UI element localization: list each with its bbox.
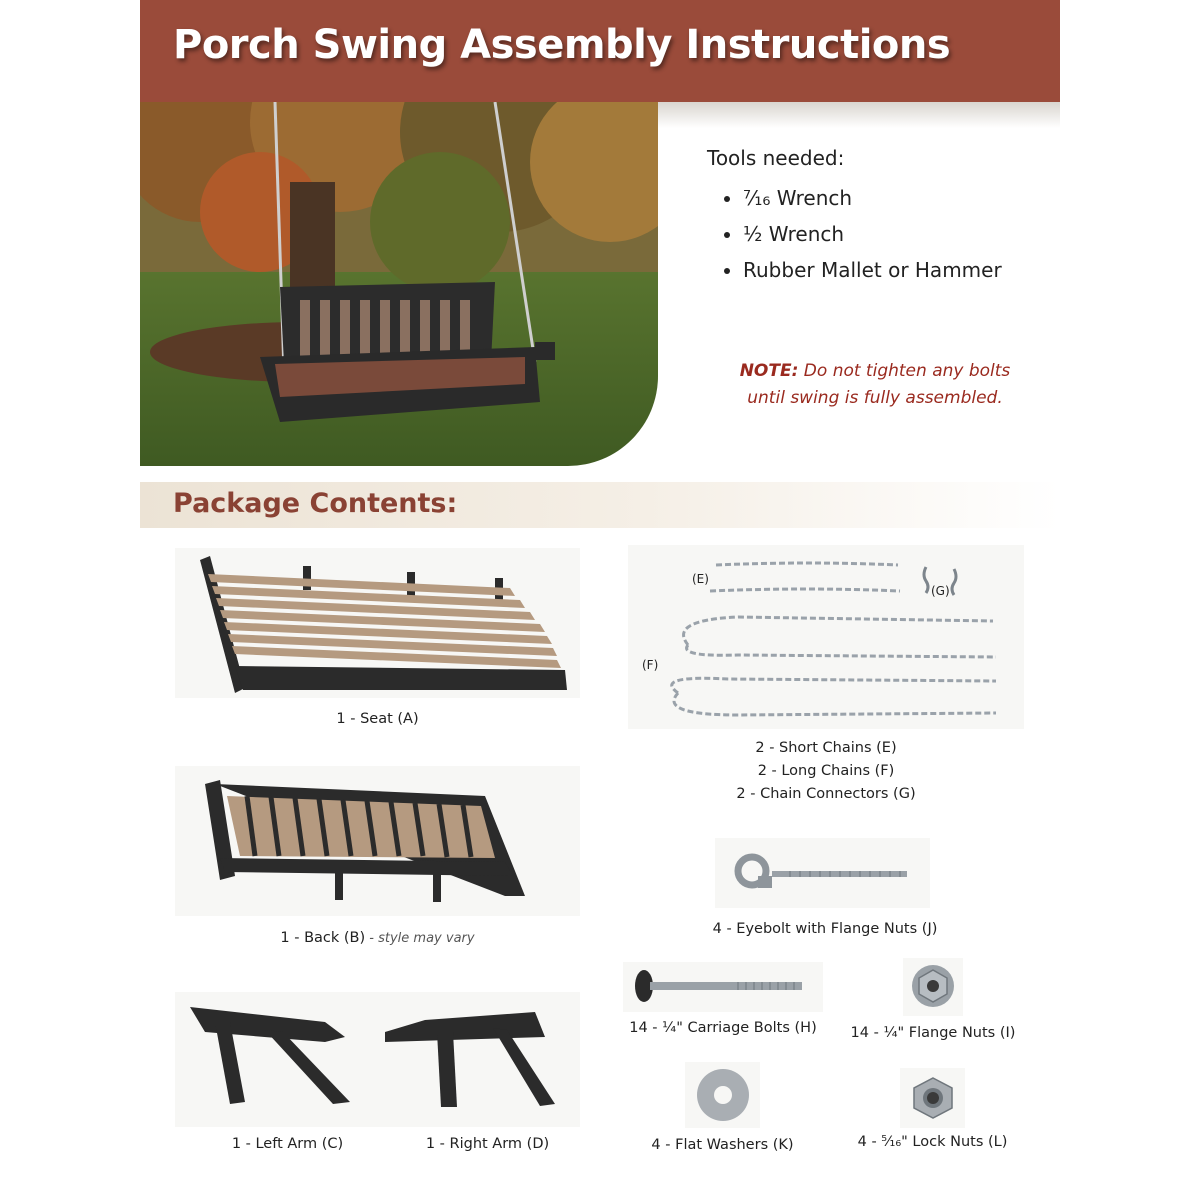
lock-nut-illustration	[840, 1068, 1025, 1128]
seat-caption: 1 - Seat (A)	[336, 711, 419, 727]
tools-needed-section	[707, 146, 1047, 288]
assembly-note	[725, 358, 1025, 412]
title-banner	[140, 0, 1060, 102]
tools-list	[707, 180, 1047, 288]
label-e: (E)	[692, 572, 709, 586]
flange-nut-illustration	[848, 958, 1018, 1016]
tool-item: • ⁷⁄₁₆ Wrench	[743, 180, 1047, 216]
note-line-1: Do not tighten any bolts	[798, 361, 1011, 381]
lock-nuts-caption: 4 - ⁵⁄₁₆" Lock Nuts (L)	[857, 1134, 1008, 1150]
package-contents-band	[140, 482, 1060, 528]
note-line-2: until swing is fully assembled.	[747, 388, 1003, 408]
back-item	[175, 766, 580, 956]
note-label: NOTE:	[739, 361, 799, 381]
flat-washers-caption: 4 - Flat Washers (K)	[651, 1137, 794, 1153]
arms-item	[175, 992, 580, 1162]
lock-nut-item	[840, 1068, 1025, 1158]
tools-heading: Tools needed:	[707, 146, 845, 170]
flat-washer-item	[630, 1062, 815, 1162]
seat-illustration	[175, 548, 580, 698]
right-arm-caption: 1 - Right Arm (D)	[425, 1136, 550, 1152]
flange-nuts-caption: 14 - ¼" Flange Nuts (I)	[850, 1025, 1016, 1041]
flange-nut-item	[848, 958, 1018, 1048]
back-illustration	[175, 766, 580, 916]
eyebolt-item	[680, 838, 970, 943]
carriage-bolt-item	[618, 962, 828, 1042]
back-label: 1 - Back (B)	[280, 930, 366, 946]
left-arm-caption: 1 - Left Arm (C)	[231, 1136, 344, 1152]
back-style-note: - style may vary	[365, 931, 475, 946]
label-f: (F)	[642, 658, 659, 672]
arms-illustration	[175, 992, 580, 1127]
flat-washer-illustration	[630, 1062, 815, 1128]
carriage-bolts-caption: 14 - ¼" Carriage Bolts (H)	[629, 1020, 817, 1036]
long-chains-caption: 2 - Long Chains (F)	[757, 763, 895, 779]
eyebolt-caption: 4 - Eyebolt with Flange Nuts (J)	[712, 921, 938, 937]
carriage-bolt-illustration	[618, 962, 828, 1012]
eyebolt-illustration	[680, 838, 970, 908]
seat-item	[175, 548, 580, 728]
short-chains-caption: 2 - Short Chains (E)	[755, 740, 897, 756]
back-caption	[175, 930, 580, 946]
instruction-page	[140, 0, 1060, 1200]
tool-item: • Rubber Mallet or Hammer	[743, 252, 1047, 288]
connectors-caption: 2 - Chain Connectors (G)	[736, 786, 916, 802]
page-title: Porch Swing Assembly Instructions	[173, 22, 951, 68]
chains-item	[628, 545, 1024, 810]
chains-illustration	[628, 545, 1024, 729]
package-contents-heading: Package Contents:	[173, 488, 458, 519]
tool-item: • ½ Wrench	[743, 216, 1047, 252]
porch-swing-photo	[140, 102, 658, 466]
label-g: (G)	[931, 584, 950, 598]
